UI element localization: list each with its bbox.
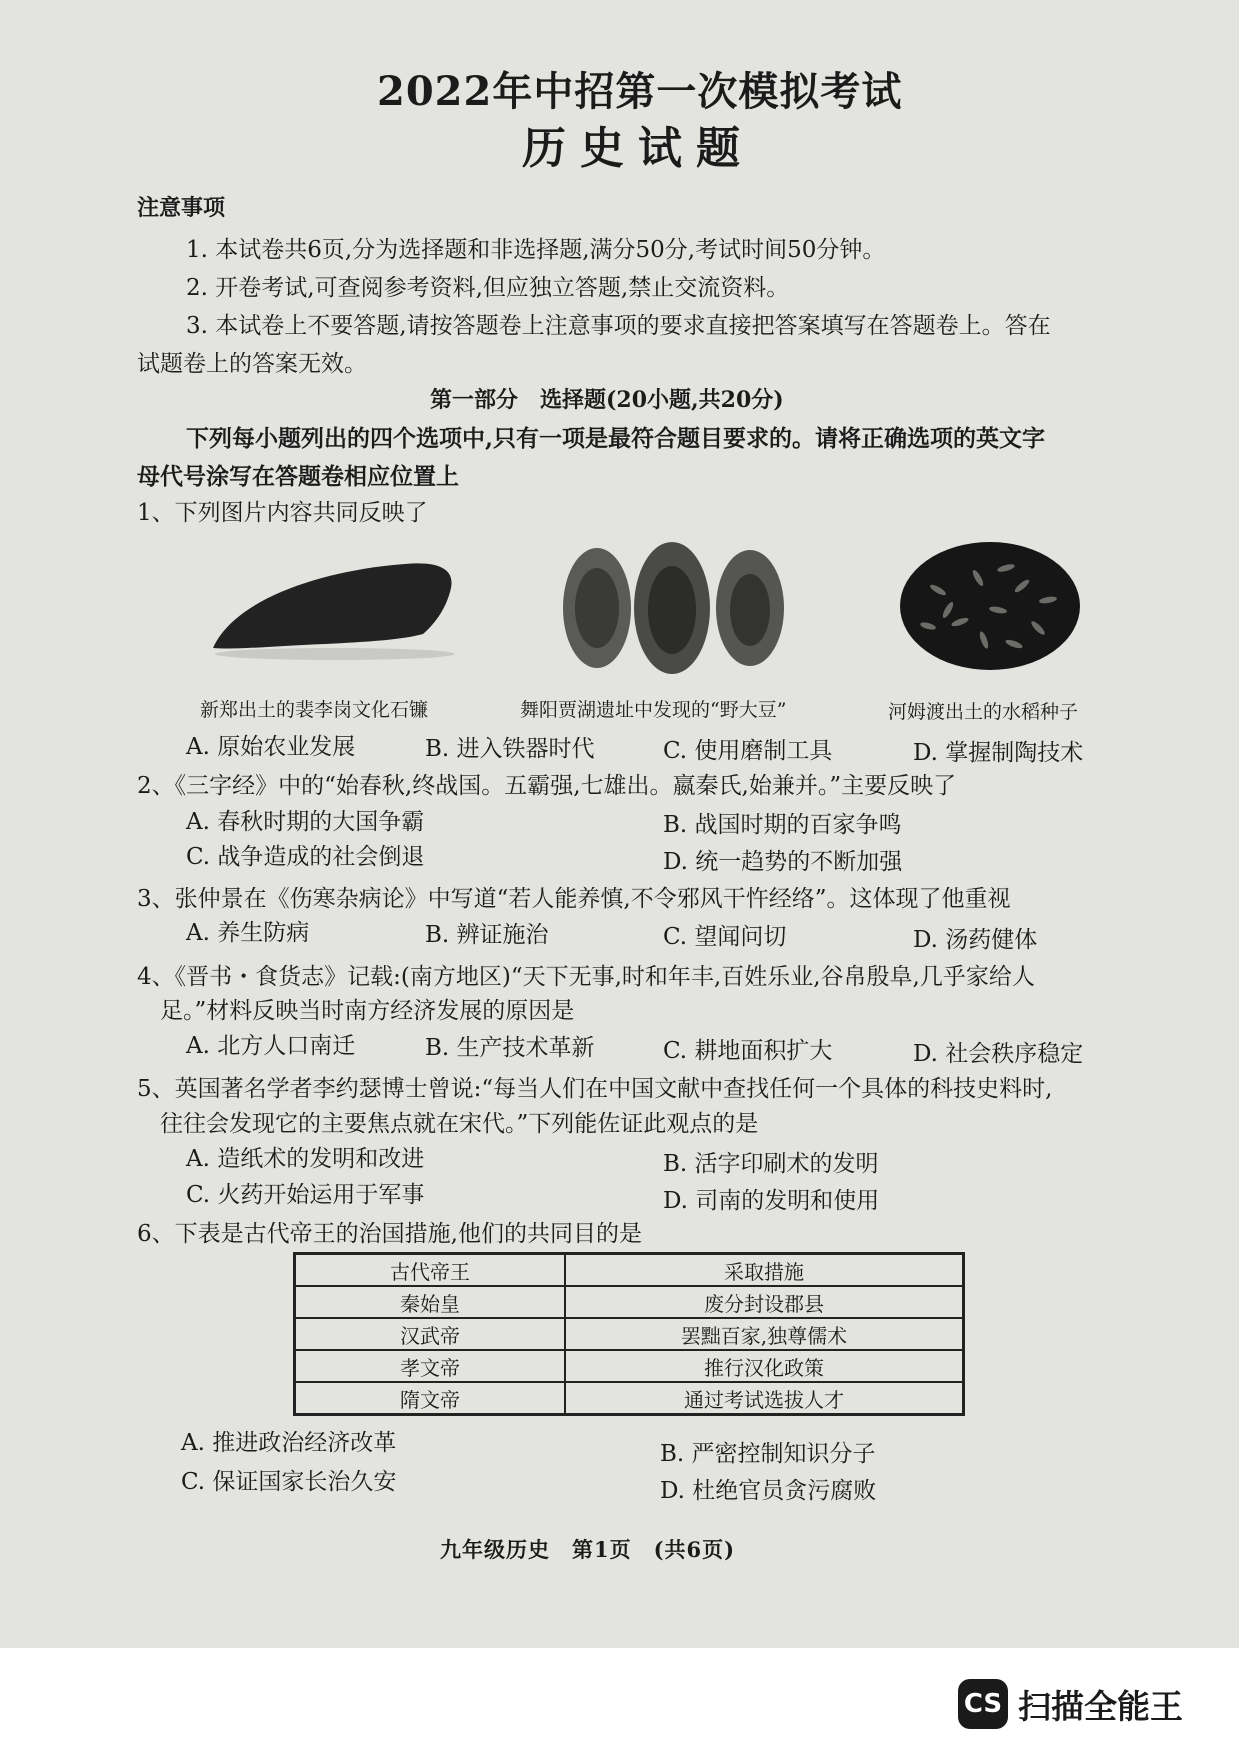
table-cell-emperor: 隋文帝 xyxy=(295,1382,566,1415)
table-cell-emperor: 秦始皇 xyxy=(295,1286,566,1318)
question-1-stem: 1、下列图片内容共同反映了 xyxy=(137,500,428,526)
table-cell-emperor: 孝文帝 xyxy=(295,1350,566,1382)
question-4-stem: 4、《晋书・食货志》记载:(南方地区)“天下无事,时和年丰,百姓乐业,谷帛殷阜,几乎家给人 xyxy=(137,964,1035,990)
question-5-stem-cont: 往往会发现它的主要焦点就在宋代。”下列能佐证此观点的是 xyxy=(160,1111,759,1137)
question-2-stem: 2、《三字经》中的“始春秋,终战国。五霸强,七雄出。嬴秦氏,始兼并。”主要反映了 xyxy=(137,773,957,799)
table-cell-measure: 罢黜百家,独尊儒术 xyxy=(565,1318,964,1350)
q3-option-c: C. 望闻问切 xyxy=(663,924,787,950)
q1-option-b: B. 进入铁器时代 xyxy=(425,736,595,762)
camscanner-logo-icon: CS xyxy=(958,1679,1008,1729)
section-instruction: 下列每小题列出的四个选项中,只有一项是最符合题目要求的。请将正确选项的英文字 xyxy=(186,425,1046,452)
q2-option-a: A. 春秋时期的大国争霸 xyxy=(186,809,425,835)
table-cell-measure: 通过考试选拔人才 xyxy=(565,1382,964,1415)
notice-item-3: 3. 本试卷上不要答题,请按答题卷上注意事项的要求直接把答案填写在答题卷上。答在 xyxy=(186,313,1051,339)
q2-option-b: B. 战国时期的百家争鸣 xyxy=(663,812,902,838)
table-cell-emperor: 汉武帝 xyxy=(295,1318,566,1350)
table-header-emperor: 古代帝王 xyxy=(295,1254,566,1287)
q4-option-d: D. 社会秩序稳定 xyxy=(913,1041,1084,1067)
q2-option-c: C. 战争造成的社会倒退 xyxy=(186,844,425,870)
notice-item-3-cont: 试题卷上的答案无效。 xyxy=(137,351,367,377)
q1-option-a: A. 原始农业发展 xyxy=(186,734,356,760)
q4-option-a: A. 北方人口南迁 xyxy=(186,1033,356,1059)
table-header-row xyxy=(295,1254,964,1287)
rice-seeds-image xyxy=(898,540,1082,672)
table-row xyxy=(295,1318,964,1350)
question-5-stem: 5、英国著名学者李约瑟博士曾说:“每当人们在中国文献中查找任何一个具体的科技史料时, xyxy=(137,1076,1053,1102)
section-heading: 第一部分 选择题(20小题,共20分) xyxy=(430,387,784,413)
question-6-stem: 6、下表是古代帝王的治国措施,他们的共同目的是 xyxy=(137,1221,642,1247)
q3-option-a: A. 养生防病 xyxy=(186,920,310,946)
scanner-watermark xyxy=(958,1679,1183,1729)
q3-option-b: B. 辨证施治 xyxy=(425,922,549,948)
q5-option-c: C. 火药开始运用于军事 xyxy=(186,1182,425,1208)
exam-title: 2022年中招第一次模拟考试 xyxy=(377,68,903,115)
table-row xyxy=(295,1350,964,1382)
table-header-measure: 采取措施 xyxy=(565,1254,964,1287)
q2-option-d: D. 统一趋势的不断加强 xyxy=(663,849,903,875)
q5-option-d: D. 司南的发明和使用 xyxy=(663,1188,880,1214)
q6-option-d: D. 杜绝官员贪污腐败 xyxy=(660,1478,877,1504)
q6-option-c: C. 保证国家长治久安 xyxy=(181,1469,397,1495)
q5-option-b: B. 活字印刷术的发明 xyxy=(663,1151,879,1177)
q4-option-b: B. 生产技术革新 xyxy=(425,1035,595,1061)
caption-stone-sickle: 新郑出土的裴李岗文化石镰 xyxy=(200,699,429,721)
q1-option-d: D. 掌握制陶技术 xyxy=(913,740,1084,766)
q4-option-c: C. 耕地面积扩大 xyxy=(663,1038,833,1064)
emperors-table xyxy=(293,1252,965,1416)
notice-item-1: 1. 本试卷共6页,分为选择题和非选择题,满分50分,考试时间50分钟。 xyxy=(186,237,886,263)
q6-option-a: A. 推进政治经济改革 xyxy=(181,1430,397,1456)
exam-subtitle: 历史试题 xyxy=(522,123,754,174)
caption-rice-seeds: 河姆渡出土的水稻种子 xyxy=(888,701,1079,723)
question-3-stem: 3、张仲景在《伤寒杂病论》中写道“若人能养慎,不令邪风干忤经络”。这体现了他重视 xyxy=(137,886,1011,912)
scanner-app-name: 扫描全能王 xyxy=(1018,1686,1183,1726)
table-cell-measure: 废分封设郡县 xyxy=(565,1286,964,1318)
q3-option-d: D. 汤药健体 xyxy=(913,927,1038,953)
q5-option-a: A. 造纸术的发明和改进 xyxy=(186,1146,425,1172)
notice-item-2: 2. 开卷考试,可查阅参考资料,但应独立答题,禁止交流资料。 xyxy=(186,275,790,301)
page-footer: 九年级历史 第1页 (共6页) xyxy=(440,1537,736,1562)
q6-option-b: B. 严密控制知识分子 xyxy=(660,1441,876,1467)
wild-soybean-image xyxy=(555,538,795,678)
table-row xyxy=(295,1286,964,1318)
stone-sickle-image xyxy=(205,550,465,670)
table-cell-measure: 推行汉化政策 xyxy=(565,1350,964,1382)
section-instruction-cont: 母代号涂写在答题卷相应位置上 xyxy=(137,463,459,490)
table-row xyxy=(295,1382,964,1415)
notice-heading: 注意事项 xyxy=(137,195,226,221)
q1-option-c: C. 使用磨制工具 xyxy=(663,738,833,764)
caption-wild-soybean: 舞阳贾湖遗址中发现的“野大豆” xyxy=(520,699,787,721)
question-4-stem-cont: 足。”材料反映当时南方经济发展的原因是 xyxy=(160,998,575,1024)
